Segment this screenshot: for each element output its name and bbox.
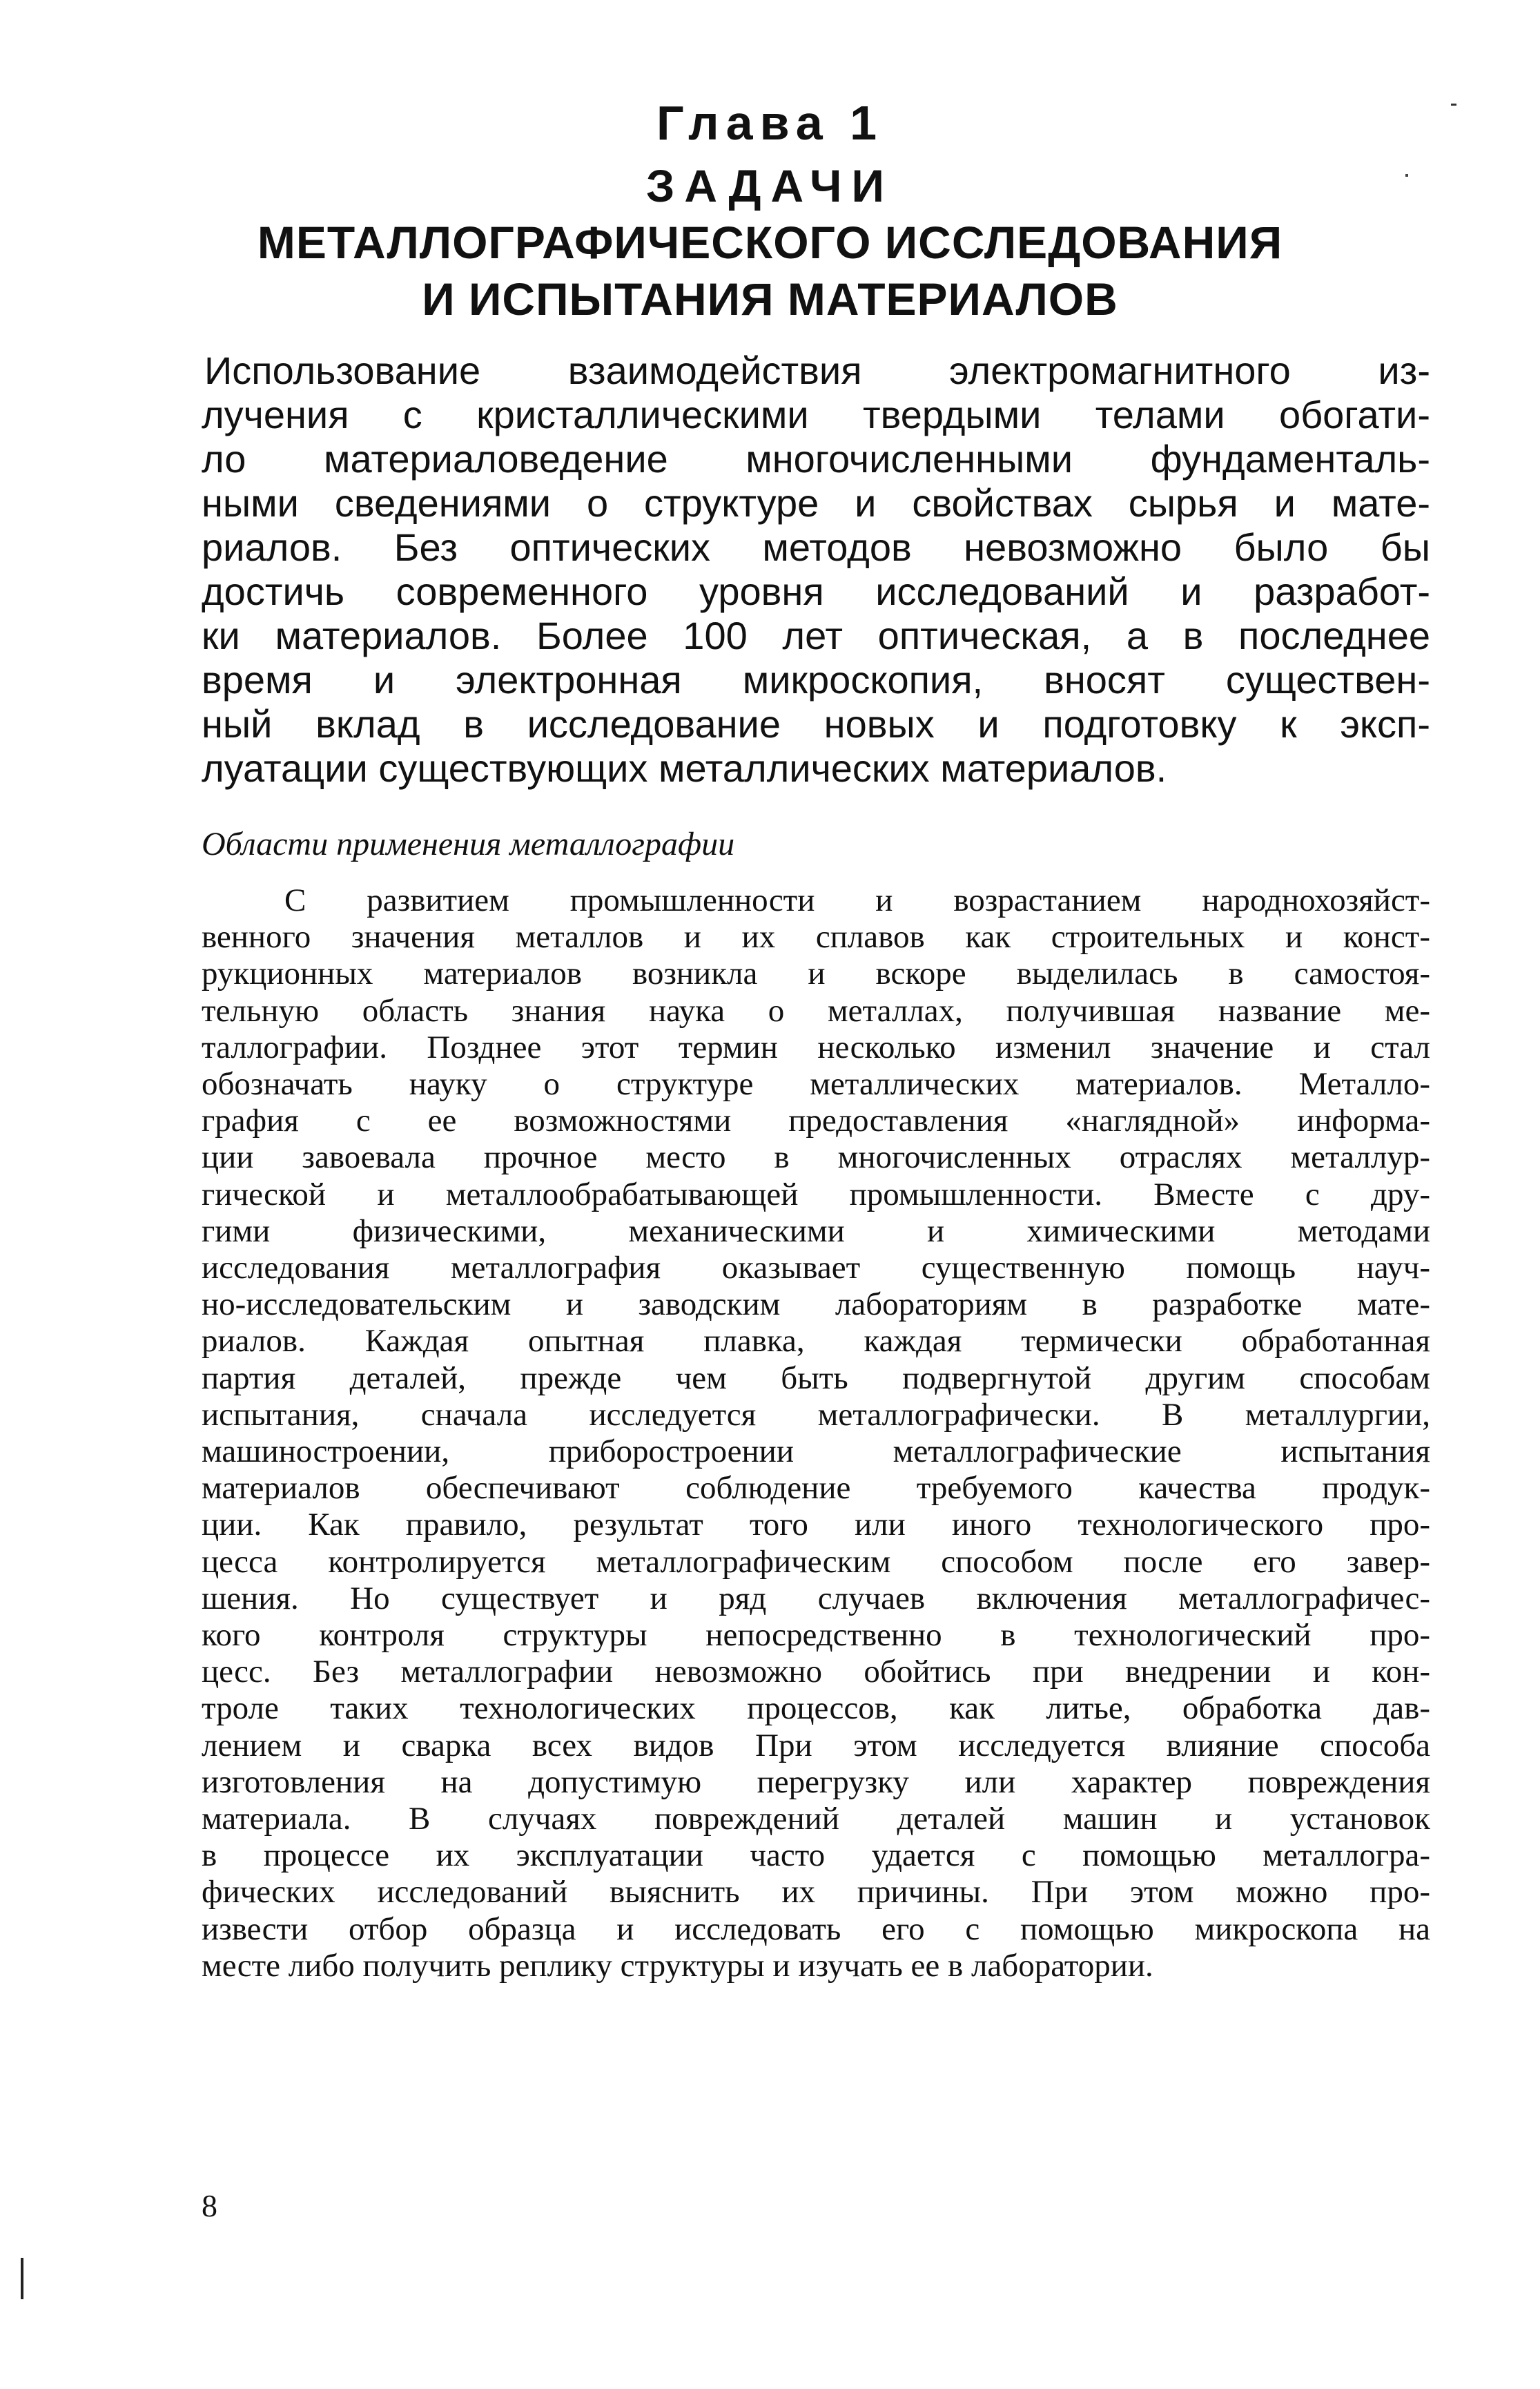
body-line: лением и сварка всех видов При этом исследуется влияние способа [202,1727,1430,1763]
body-line: гической и металлообрабатывающей промышленности. Вместе с дру- [202,1176,1430,1212]
body-line: тельную область знания наука о металлах, получившая название ме- [202,992,1430,1029]
intro-line: время и электронная микроскопия, вносят существен- [202,658,1430,702]
page-number: 8 [202,2188,217,2223]
body-line: цесс. Без металлографии невозможно обойтись при внедрении и кон- [202,1654,1430,1690]
body-line: но-исследовательским и заводским лабораториям в разработке мате- [202,1286,1430,1323]
intro-line: ло материаловедение многочисленными фундаменталь- [202,437,1430,481]
body-line: в процессе их эксплуатации часто удается с помощью металлогра- [202,1837,1430,1874]
body-line: С развитием промышленности и возрастанием народнохозяйст- [284,882,1430,918]
body-line: машиностроении, приборостроении металлографические испытания [202,1433,1430,1470]
body-line: исследования металлография оказывает существенную помощь науч- [202,1250,1430,1286]
intro-line: достичь современного уровня исследований и разработ- [202,570,1430,613]
intro-paragraph [202,349,1430,791]
intro-line: ный вклад в исследование новых и подготовку к эксп- [202,702,1430,746]
body-line: материала. В случаях повреждений деталей машин и установок [202,1801,1430,1837]
body-line: месте либо получить реплику структуры и изучать ее в лаборатории. [202,1947,1153,1984]
body-line: троле таких технологических процессов, как литье, обработка дав- [202,1690,1430,1727]
body-line: изготовления на допустимую перегрузку или характер повреждения [202,1763,1430,1800]
body-line: рукционных материалов возникла и вскоре выделилась в самостоя- [202,956,1430,992]
body-line: венного значения металлов и их сплавов как строительных и конст- [202,919,1430,956]
scan-edge-mark [21,2258,23,2299]
body-line: испытания, сначала исследуется металлографически. В металлургии, [202,1396,1430,1433]
intro-line: ки материалов. Более 100 лет оптическая, а в последнее [202,614,1430,657]
body-line: ции завоевала прочное место в многочисленных отраслях металлур- [202,1139,1430,1176]
intro-line: риалов. Без оптических методов невозможно было бы [202,525,1430,569]
body-line: обозначать науку о структуре металлических материалов. Металло- [202,1066,1430,1103]
intro-line: Использование взаимодействия электромагнитного из- [204,349,1430,392]
chapter-title [0,157,1540,327]
body-line: риалов. Каждая опытная плавка, каждая термически обработанная [202,1323,1430,1360]
body-line: партия деталей, прежде чем быть подвергнутой другим способам [202,1360,1430,1396]
intro-line: ными сведениями о структуре и свойствах сырья и мате- [202,481,1430,525]
body-line: цесса контролируется металлографическим способом после его завер- [202,1543,1430,1580]
body-line: шения. Но существует и ряд случаев включения металлографичес- [202,1580,1430,1616]
body-line: таллографии. Позднее этот термин несколько изменил значение и стал [202,1029,1430,1065]
body-line: фических исследований выяснить их причины. При этом можно про- [202,1874,1430,1911]
body-line: гими физическими, механическими и химическими методами [202,1212,1430,1249]
intro-line: лучения с кристаллическими твердыми телами обогати- [202,393,1430,436]
body-line: графия с ее возможностями предоставления «наглядной» информа- [202,1103,1430,1139]
body-line: кого контроля структуры непосредственно в технологический про- [202,1617,1430,1654]
chapter-title-line: И ИСПЫТАНИЯ МАТЕРИАЛОВ [422,273,1118,325]
chapter-title-line: ЗАДАЧИ [646,160,894,211]
chapter-label: Глава 1 [656,96,884,150]
section-heading: Области применения металлографии [202,826,735,862]
body-line: ции. Как правило, результат того или иного технологического про- [202,1507,1430,1543]
body-line: извести отбор образца и исследовать его с помощью микроскопа на [202,1911,1430,1947]
body-line: материалов обеспечивают соблюдение требуемого качества продук- [202,1470,1430,1507]
intro-line: луатации существующих металлических материалов. [202,746,1167,790]
chapter-title-line: МЕТАЛЛОГРАФИЧЕСКОГО ИССЛЕДОВАНИЯ [257,217,1283,268]
body-paragraph [202,882,1430,1984]
